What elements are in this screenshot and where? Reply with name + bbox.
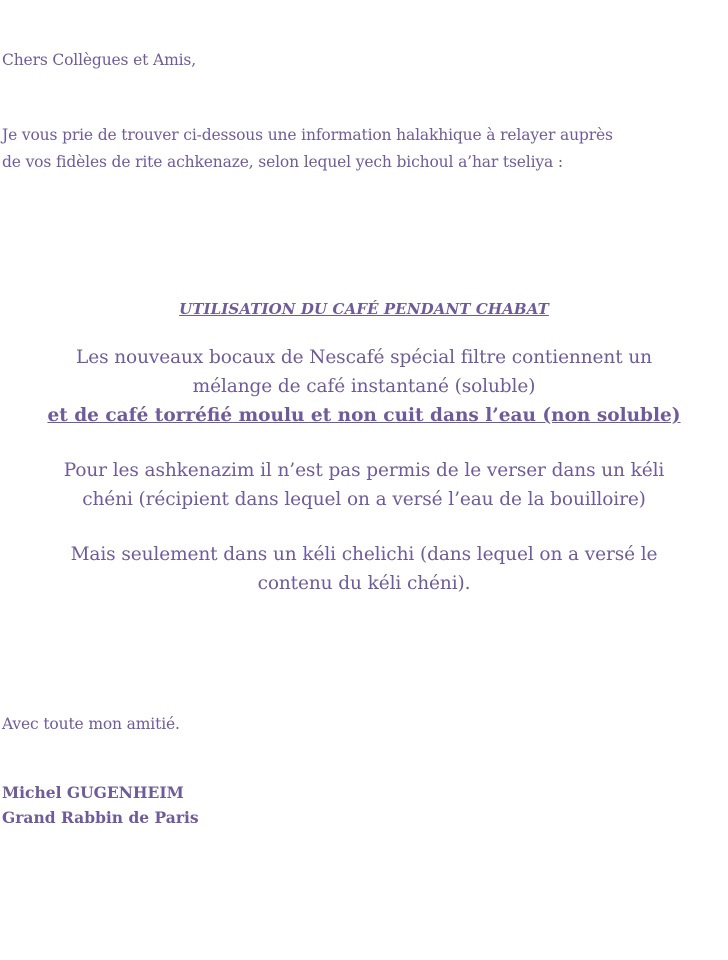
paragraph-3-line: Mais seulement dans un kéli chelichi (dans lequel on a versé le [70, 544, 658, 565]
paragraph-1-line: Les nouveaux bocaux de Nescafé spécial filtre contiennent un [76, 347, 652, 368]
paragraph-3-line: contenu du kéli chéni). [257, 573, 471, 594]
intro-line: de vos fidèles de rite achkenaze, selon lequel yech bichoul a’har tseliya : [2, 153, 563, 171]
closing: Avec toute mon amitié. [2, 715, 180, 733]
paragraph-1-line: mélange de café instantané (soluble) [192, 376, 536, 397]
paragraph-1-emphasis: et de café torréfié moulu et non cuit dans l’eau (non soluble) [47, 405, 681, 426]
paragraph-2-line: chéni (récipient dans lequel on a versé l’eau de la bouilloire) [82, 489, 646, 510]
signature-title: Grand Rabbin de Paris [2, 808, 199, 827]
intro-line: Je vous prie de trouver ci-dessous une information halakhique à relayer auprès [2, 126, 613, 144]
notice-title: UTILISATION DU CAFÉ PENDANT CHABAT [179, 300, 549, 318]
greeting: Chers Collègues et Amis, [2, 51, 197, 69]
paragraph-2-line: Pour les ashkenazim il n’est pas permis de le verser dans un kéli [63, 460, 665, 481]
signature-name: Michel GUGENHEIM [2, 783, 184, 802]
